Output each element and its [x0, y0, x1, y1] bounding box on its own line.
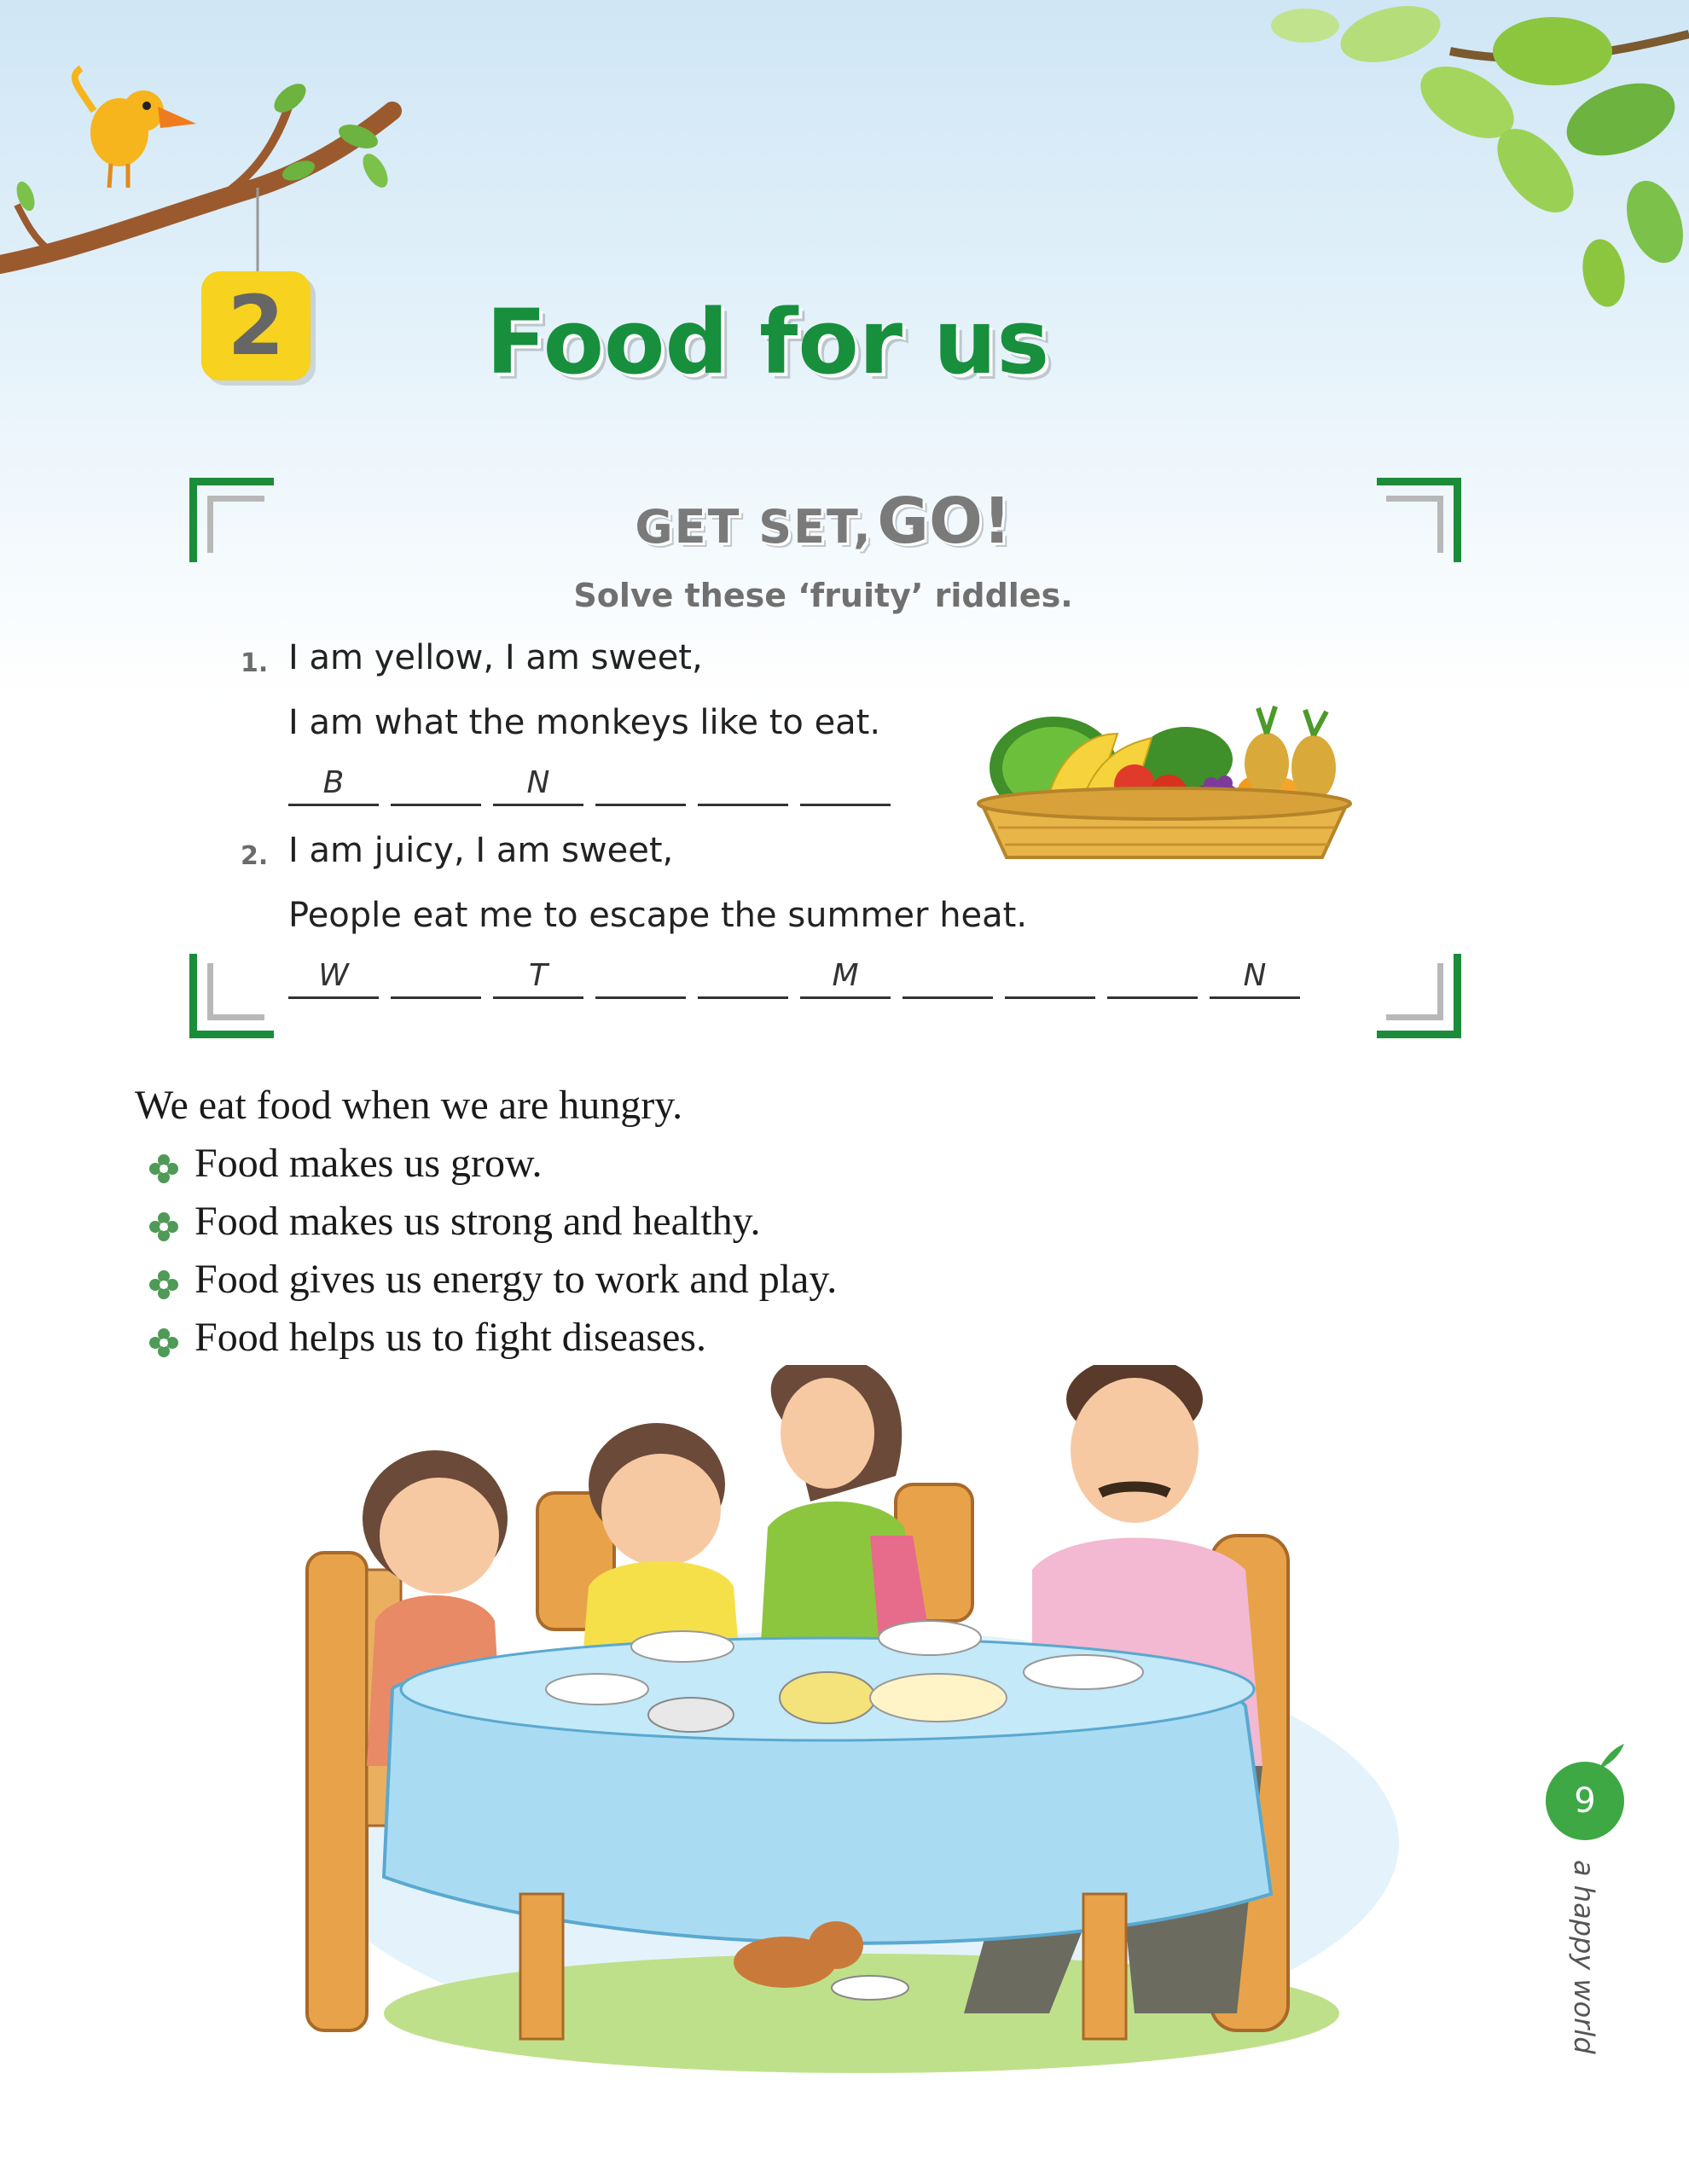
answer-blank[interactable]: [391, 756, 481, 806]
flower-bullet-icon: [147, 1268, 181, 1302]
answer-blank[interactable]: [595, 756, 686, 806]
point-item-2: Food makes us strong and healthy.: [194, 1199, 761, 1244]
answer-blank[interactable]: [698, 756, 788, 806]
answer-blank[interactable]: B: [288, 756, 379, 806]
riddle-1-answer-blanks[interactable]: [288, 756, 891, 807]
activity-instruction: Solve these ‘fruity’ riddles.: [573, 577, 1073, 614]
activity-heading-big: GO!: [877, 485, 1012, 558]
frame-corner-bottom-left: [189, 954, 274, 1038]
answer-blank[interactable]: W: [288, 949, 379, 999]
leaf-sprout-icon: [1593, 1740, 1628, 1771]
riddle-1-line-1: I am yellow, I am sweet,: [288, 638, 703, 677]
answer-blank[interactable]: [1107, 949, 1198, 999]
branch-with-bird-illustration: [0, 51, 409, 307]
point-item-3: Food gives us energy to work and play.: [194, 1257, 838, 1302]
chapter-title-wrap: [0, 290, 1535, 394]
answer-blank[interactable]: [391, 949, 481, 999]
book-title-vertical: [1561, 1860, 1612, 2054]
flower-bullet-icon: [147, 1326, 181, 1360]
activity-heading: [0, 485, 1646, 558]
activity-heading-small: GET SET,: [635, 500, 873, 554]
answer-blank[interactable]: [903, 949, 993, 999]
answer-blank[interactable]: [698, 949, 788, 999]
riddle-1-number: 1.: [241, 648, 269, 678]
flower-bullet-icon: [147, 1152, 181, 1186]
answer-blank[interactable]: [800, 756, 891, 806]
book-title: a happy world: [1568, 1860, 1600, 2054]
answer-blank[interactable]: N: [493, 756, 583, 806]
fruit-basket-illustration: [964, 700, 1365, 879]
intro-sentence: We eat food when we are hungry.: [135, 1083, 683, 1128]
page-number: 9: [1546, 1762, 1624, 1840]
tree-leaves-illustration: [1024, 0, 1689, 316]
answer-blank[interactable]: [1005, 949, 1095, 999]
chapter-title: Food for us: [485, 290, 1050, 394]
chapter-number-badge: 2: [201, 271, 311, 380]
flower-bullet-icon: [147, 1210, 181, 1244]
answer-blank[interactable]: T: [493, 949, 583, 999]
family-dinner-illustration: [282, 1365, 1425, 2073]
riddle-2-line-1: I am juicy, I am sweet,: [288, 831, 674, 870]
answer-blank[interactable]: [595, 949, 686, 999]
point-item-1: Food makes us grow.: [194, 1141, 543, 1186]
riddle-2-line-2: People eat me to escape the summer heat.: [288, 896, 1028, 935]
riddle-2-answer-blanks[interactable]: [288, 949, 1300, 1000]
answer-blank[interactable]: N: [1210, 949, 1300, 999]
riddle-1-line-2: I am what the monkeys like to eat.: [288, 703, 881, 742]
frame-corner-bottom-right: [1377, 954, 1461, 1038]
riddle-2-number: 2.: [241, 841, 269, 871]
point-item-4: Food helps us to fight diseases.: [194, 1315, 706, 1360]
answer-blank[interactable]: M: [800, 949, 891, 999]
